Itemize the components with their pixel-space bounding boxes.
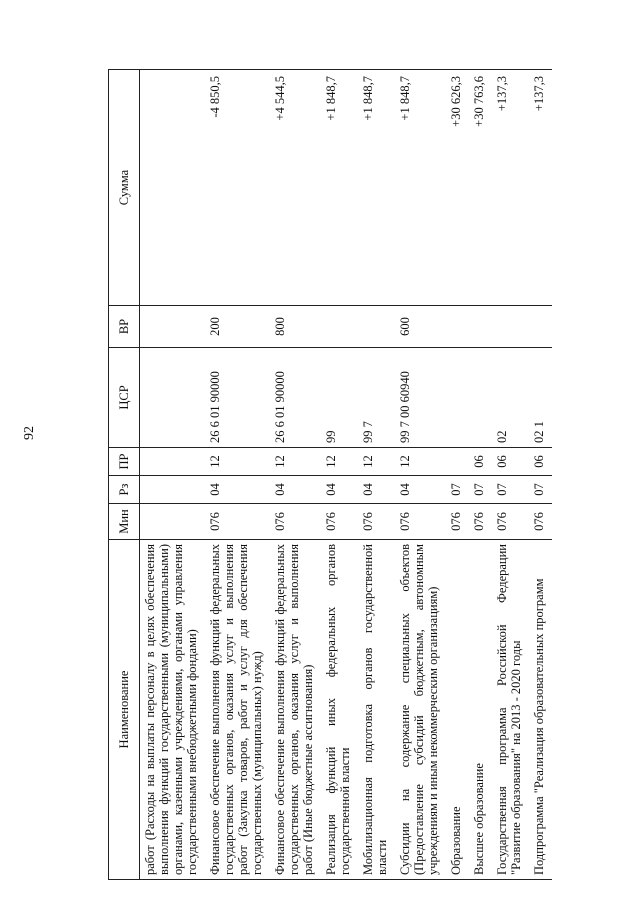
row-csr: 02 [492, 348, 529, 448]
row-pr: 12 [321, 448, 358, 476]
row-name: работ (Расходы на выплаты персоналу в целях обеспечения выполнения функций государственными (муниципальными) органами, казенными учреждениями, органами управления государственными внебюджетными фондами) [140, 540, 206, 880]
row-pr: 12 [270, 448, 321, 476]
row-sum: +30 626,3 [446, 70, 469, 306]
table-row [492, 70, 529, 880]
table-row [140, 70, 206, 880]
row-vr [446, 306, 469, 348]
row-min: 076 [358, 504, 395, 540]
row-csr: 99 7 [358, 348, 395, 448]
row-vr [140, 306, 206, 348]
row-min: 076 [321, 504, 358, 540]
table-row [358, 70, 395, 880]
row-vr [492, 306, 529, 348]
row-sum: +1 848,7 [358, 70, 395, 306]
header-sum: Сумма [109, 70, 140, 306]
row-csr: 02 1 [529, 348, 552, 448]
row-min: 076 [270, 504, 321, 540]
row-rz [140, 476, 206, 504]
row-csr: 26 6 01 90000 [270, 348, 321, 448]
row-sum: -4 850,5 [205, 70, 270, 306]
table-row [205, 70, 270, 880]
row-min: 076 [469, 504, 492, 540]
row-pr [140, 448, 206, 476]
header-min: Мин [109, 504, 140, 540]
header-pr: ПР [109, 448, 140, 476]
row-pr: 06 [469, 448, 492, 476]
row-name: Государственная программа Российской Федерации "Развитие образования" на 2013 - 2020 годы [492, 540, 529, 880]
row-name: Финансовое обеспечение выполнения функций федеральных государственных органов, оказания услуг и выполнения работ (Закупка товаров, работ и услуг для обеспечения государственных (муниципальных) нужд) [205, 540, 270, 880]
row-sum: +137,3 [529, 70, 552, 306]
row-pr: 12 [395, 448, 446, 476]
row-pr: 12 [205, 448, 270, 476]
row-sum: +1 848,7 [321, 70, 358, 306]
row-pr: 12 [358, 448, 395, 476]
row-name: Финансовое обеспечение выполнения функций федеральных государственных органов, оказания услуг и выполнения работ (Иные бюджетные ассигнования) [270, 540, 321, 880]
row-csr: 26 6 01 90000 [205, 348, 270, 448]
row-csr [140, 348, 206, 448]
header-csr: ЦСР [109, 348, 140, 448]
row-name: Реализация функций иных федеральных органов государственной власти [321, 540, 358, 880]
row-vr [358, 306, 395, 348]
row-pr [446, 448, 469, 476]
row-rz: 04 [395, 476, 446, 504]
row-sum [140, 70, 206, 306]
row-min: 076 [446, 504, 469, 540]
row-csr: 99 7 00 60940 [395, 348, 446, 448]
row-min [140, 504, 206, 540]
row-rz: 04 [321, 476, 358, 504]
row-vr: 600 [395, 306, 446, 348]
row-vr: 800 [270, 306, 321, 348]
row-rz: 07 [492, 476, 529, 504]
header-name: Наименование [109, 540, 140, 880]
row-pr: 06 [492, 448, 529, 476]
row-sum: +137,3 [492, 70, 529, 306]
row-rz: 04 [358, 476, 395, 504]
table-row [270, 70, 321, 880]
row-pr: 06 [529, 448, 552, 476]
row-name: Мобилизационная подготовка органов государственной власти [358, 540, 395, 880]
row-rz: 04 [205, 476, 270, 504]
row-name: Высшее образование [469, 540, 492, 880]
row-vr [321, 306, 358, 348]
row-vr: 200 [205, 306, 270, 348]
row-name: Образование [446, 540, 469, 880]
row-min: 076 [205, 504, 270, 540]
row-csr: 99 [321, 348, 358, 448]
row-name: Подпрограмма "Реализация образовательных программ [529, 540, 552, 880]
table-row [529, 70, 552, 880]
row-sum: +1 848,7 [395, 70, 446, 306]
row-rz: 07 [469, 476, 492, 504]
row-sum: +4 544,5 [270, 70, 321, 306]
row-rz: 04 [270, 476, 321, 504]
table-row [321, 70, 358, 880]
row-rz: 07 [446, 476, 469, 504]
table-row [446, 70, 469, 880]
header-rz: Рз [109, 476, 140, 504]
row-csr [469, 348, 492, 448]
page-number: 92 [22, 426, 37, 440]
row-rz: 07 [529, 476, 552, 504]
row-vr [469, 306, 492, 348]
rotated-page [108, 70, 638, 880]
table-row [469, 70, 492, 880]
row-vr [529, 306, 552, 348]
table-header-row [109, 70, 140, 880]
header-vr: ВР [109, 306, 140, 348]
row-name: Субсидии на содержание специальных объектов (Предоставление субсидий бюджетным, автономным учреждениям и иным некоммерческим организациям) [395, 540, 446, 880]
row-min: 076 [492, 504, 529, 540]
row-csr [446, 348, 469, 448]
table-row [395, 70, 446, 880]
row-min: 076 [395, 504, 446, 540]
row-min: 076 [529, 504, 552, 540]
row-sum: +30 763,6 [469, 70, 492, 306]
budget-table [108, 69, 552, 880]
